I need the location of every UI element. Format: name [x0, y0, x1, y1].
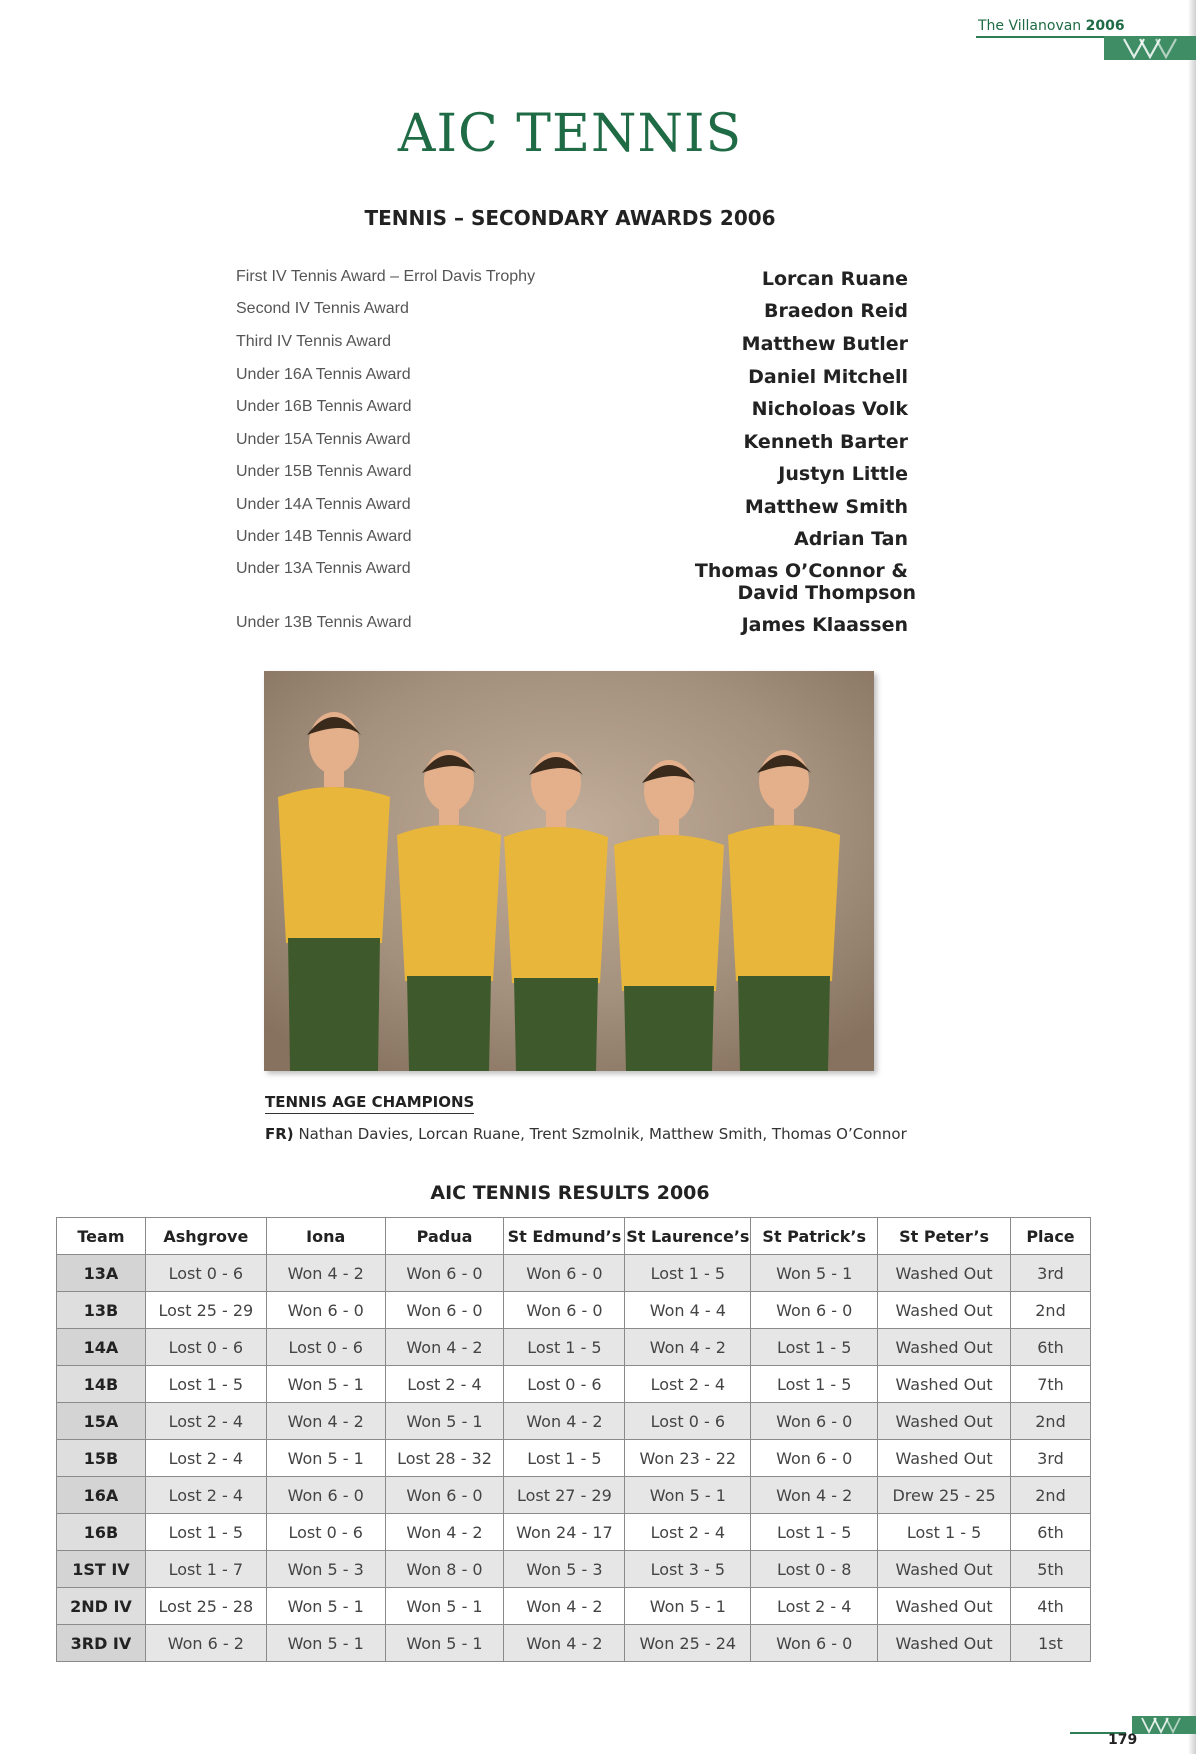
result-cell: Won 6 - 0 [751, 1292, 878, 1329]
result-cell: Lost 1 - 5 [878, 1514, 1011, 1551]
caption-prefix: FR) [265, 1125, 294, 1143]
result-cell: Lost 25 - 29 [145, 1292, 266, 1329]
column-header: Team [57, 1218, 146, 1255]
column-header: St Peter’s [878, 1218, 1011, 1255]
award-winner: Lorcan Ruane [761, 268, 908, 290]
result-cell: Lost 1 - 5 [145, 1514, 266, 1551]
results-title: AIC TENNIS RESULTS 2006 [430, 1182, 710, 1204]
results-header [57, 1218, 1091, 1255]
person-shirt [278, 787, 390, 943]
column-header: Iona [266, 1218, 385, 1255]
result-cell: Lost 0 - 6 [266, 1514, 385, 1551]
result-cell: Drew 25 - 25 [878, 1477, 1011, 1514]
result-cell: Won 23 - 22 [625, 1440, 751, 1477]
award-name: Under 16A Tennis Award [236, 366, 411, 383]
place-cell: 1st [1010, 1625, 1090, 1662]
place-cell: 3rd [1010, 1440, 1090, 1477]
result-cell: Won 6 - 0 [385, 1477, 504, 1514]
award-winner: Justyn Little [778, 463, 908, 485]
team-cell: 14B [57, 1366, 146, 1403]
place-cell: 4th [1010, 1588, 1090, 1625]
result-cell: Won 4 - 2 [625, 1329, 751, 1366]
award-winner-line2: David Thompson [737, 582, 916, 604]
award-name: Under 15B Tennis Award [236, 463, 412, 480]
result-cell: Lost 2 - 4 [145, 1403, 266, 1440]
result-cell: Lost 0 - 6 [145, 1329, 266, 1366]
result-cell: Won 6 - 0 [504, 1292, 625, 1329]
place-cell: 2nd [1010, 1403, 1090, 1440]
person-pants [738, 976, 830, 1071]
award-winner-line1: Thomas O’Connor & [694, 560, 908, 582]
result-cell: Lost 2 - 4 [145, 1477, 266, 1514]
place-cell: 2nd [1010, 1477, 1090, 1514]
award-winner: Matthew Smith [744, 496, 908, 518]
result-cell: Won 4 - 2 [504, 1403, 625, 1440]
result-cell: Lost 0 - 6 [145, 1255, 266, 1292]
result-cell: Washed Out [878, 1588, 1011, 1625]
result-cell: Won 6 - 0 [504, 1255, 625, 1292]
team-cell: 3RD IV [57, 1625, 146, 1662]
result-cell: Lost 0 - 6 [504, 1366, 625, 1403]
person-pants [514, 978, 598, 1071]
person-pants [624, 986, 714, 1071]
result-cell: Lost 2 - 4 [145, 1440, 266, 1477]
team-cell: 15A [57, 1403, 146, 1440]
header-rule [976, 36, 1104, 38]
table-row [57, 1440, 1091, 1477]
award-winner [648, 560, 916, 604]
result-cell: Lost 3 - 5 [625, 1551, 751, 1588]
result-cell: Lost 0 - 8 [751, 1551, 878, 1588]
place-cell: 6th [1010, 1329, 1090, 1366]
team-cell: 1ST IV [57, 1551, 146, 1588]
result-cell: Won 5 - 1 [266, 1588, 385, 1625]
place-cell: 6th [1010, 1514, 1090, 1551]
column-header: Place [1010, 1218, 1090, 1255]
team-cell: 13B [57, 1292, 146, 1329]
person-shirt [397, 825, 501, 981]
team-cell: 13A [57, 1255, 146, 1292]
header-row [57, 1218, 1091, 1255]
page-title: AIC TENNIS [397, 104, 743, 164]
award-name: Under 13A Tennis Award [236, 560, 411, 577]
award-winner: Adrian Tan [793, 528, 908, 550]
place-cell: 5th [1010, 1551, 1090, 1588]
table-row [57, 1588, 1091, 1625]
result-cell: Won 4 - 2 [385, 1329, 504, 1366]
result-cell: Won 5 - 1 [751, 1255, 878, 1292]
table-row [57, 1292, 1091, 1329]
table-row [57, 1403, 1091, 1440]
caption-names: Nathan Davies, Lorcan Ruane, Trent Szmolnik, Matthew Smith, Thomas O’Connor [298, 1125, 907, 1143]
team-cell: 16B [57, 1514, 146, 1551]
result-cell: Won 6 - 0 [385, 1292, 504, 1329]
award-name: Second IV Tennis Award [236, 300, 409, 317]
award-name: Under 14A Tennis Award [236, 496, 411, 513]
result-cell: Washed Out [878, 1403, 1011, 1440]
result-cell: Won 6 - 0 [266, 1477, 385, 1514]
team-cell: 14A [57, 1329, 146, 1366]
person-shirt [614, 835, 724, 991]
column-header: St Laurence’s [625, 1218, 751, 1255]
result-cell: Lost 1 - 5 [504, 1329, 625, 1366]
result-cell: Won 5 - 3 [504, 1551, 625, 1588]
result-cell: Washed Out [878, 1292, 1011, 1329]
photo-caption [265, 1125, 907, 1143]
table-row [57, 1329, 1091, 1366]
place-cell: 3rd [1010, 1255, 1090, 1292]
result-cell: Won 5 - 1 [266, 1625, 385, 1662]
result-cell: Washed Out [878, 1255, 1011, 1292]
publication-year: 2006 [1085, 18, 1125, 34]
person-pants [288, 938, 380, 1071]
result-cell: Lost 1 - 5 [145, 1366, 266, 1403]
person-pants [407, 976, 491, 1071]
team-cell: 16A [57, 1477, 146, 1514]
award-name: Under 15A Tennis Award [236, 431, 411, 448]
result-cell: Won 6 - 0 [751, 1403, 878, 1440]
publication-name: The Villanovan [978, 18, 1082, 34]
result-cell: Won 5 - 3 [266, 1551, 385, 1588]
result-cell: Lost 2 - 4 [385, 1366, 504, 1403]
result-cell: Won 5 - 1 [625, 1477, 751, 1514]
result-cell: Won 6 - 0 [751, 1440, 878, 1477]
result-cell: Won 4 - 2 [266, 1255, 385, 1292]
result-cell: Won 5 - 1 [385, 1403, 504, 1440]
result-cell: Washed Out [878, 1329, 1011, 1366]
column-header: St Edmund’s [504, 1218, 625, 1255]
result-cell: Lost 2 - 4 [625, 1514, 751, 1551]
result-cell: Lost 0 - 6 [266, 1329, 385, 1366]
table-row [57, 1551, 1091, 1588]
result-cell: Washed Out [878, 1551, 1011, 1588]
award-name: Under 16B Tennis Award [236, 398, 412, 415]
result-cell: Won 4 - 4 [625, 1292, 751, 1329]
villanova-v-logo-icon [1104, 36, 1196, 60]
result-cell: Won 24 - 17 [504, 1514, 625, 1551]
result-cell: Lost 1 - 5 [751, 1366, 878, 1403]
result-cell: Won 5 - 1 [266, 1440, 385, 1477]
result-cell: Lost 25 - 28 [145, 1588, 266, 1625]
award-winner: Matthew Butler [741, 333, 908, 355]
team-cell: 2ND IV [57, 1588, 146, 1625]
result-cell: Washed Out [878, 1440, 1011, 1477]
page-number: 179 [1108, 1732, 1138, 1748]
result-cell: Lost 27 - 29 [504, 1477, 625, 1514]
result-cell: Won 5 - 1 [266, 1366, 385, 1403]
result-cell: Lost 2 - 4 [751, 1588, 878, 1625]
column-header: Ashgrove [145, 1218, 266, 1255]
award-winner: Braedon Reid [764, 300, 908, 322]
result-cell: Lost 1 - 5 [751, 1329, 878, 1366]
result-cell: Washed Out [878, 1366, 1011, 1403]
result-cell: Lost 1 - 7 [145, 1551, 266, 1588]
result-cell: Lost 2 - 4 [625, 1366, 751, 1403]
result-cell: Lost 1 - 5 [751, 1514, 878, 1551]
award-winner: Daniel Mitchell [748, 366, 908, 388]
column-header: Padua [385, 1218, 504, 1255]
award-name: Under 13B Tennis Award [236, 614, 412, 631]
results-table [56, 1217, 1091, 1662]
result-cell: Won 5 - 1 [385, 1588, 504, 1625]
award-winner: James Klaassen [741, 614, 908, 636]
award-winner: Kenneth Barter [743, 431, 908, 453]
person-shirt [504, 827, 608, 983]
result-cell: Lost 28 - 32 [385, 1440, 504, 1477]
result-cell: Washed Out [878, 1625, 1011, 1662]
result-cell: Won 5 - 1 [625, 1588, 751, 1625]
result-cell: Won 4 - 2 [385, 1514, 504, 1551]
table-row [57, 1255, 1091, 1292]
result-cell: Won 25 - 24 [625, 1625, 751, 1662]
table-row [57, 1514, 1091, 1551]
table-row [57, 1477, 1091, 1514]
team-cell: 15B [57, 1440, 146, 1477]
result-cell: Won 6 - 0 [751, 1625, 878, 1662]
result-cell: Won 6 - 2 [145, 1625, 266, 1662]
result-cell: Lost 0 - 6 [625, 1403, 751, 1440]
place-cell: 7th [1010, 1366, 1090, 1403]
result-cell: Won 4 - 2 [751, 1477, 878, 1514]
result-cell: Won 4 - 2 [504, 1625, 625, 1662]
team-photo-illustration [264, 671, 874, 1071]
award-winner: Nicholoas Volk [751, 398, 908, 420]
result-cell: Lost 1 - 5 [504, 1440, 625, 1477]
place-cell: 2nd [1010, 1292, 1090, 1329]
person-shirt [728, 825, 840, 981]
table-row [57, 1625, 1091, 1662]
result-cell: Won 4 - 2 [266, 1403, 385, 1440]
results-body [57, 1255, 1091, 1662]
result-cell: Won 8 - 0 [385, 1551, 504, 1588]
award-name: Under 14B Tennis Award [236, 528, 412, 545]
award-name: First IV Tennis Award – Errol Davis Trophy [236, 268, 536, 285]
result-cell: Won 6 - 0 [266, 1292, 385, 1329]
result-cell: Lost 1 - 5 [625, 1255, 751, 1292]
page-edge-shadow [1188, 0, 1196, 1754]
result-cell: Won 5 - 1 [385, 1625, 504, 1662]
result-cell: Won 6 - 0 [385, 1255, 504, 1292]
photo-caption-title: TENNIS AGE CHAMPIONS [265, 1093, 474, 1114]
award-name: Third IV Tennis Award [236, 333, 392, 350]
table-row [57, 1366, 1091, 1403]
result-cell: Won 4 - 2 [504, 1588, 625, 1625]
awards-heading: TENNIS – SECONDARY AWARDS 2006 [364, 206, 776, 230]
column-header: St Patrick’s [751, 1218, 878, 1255]
team-photo [264, 671, 874, 1071]
villanova-v-logo-icon [1132, 1716, 1196, 1734]
